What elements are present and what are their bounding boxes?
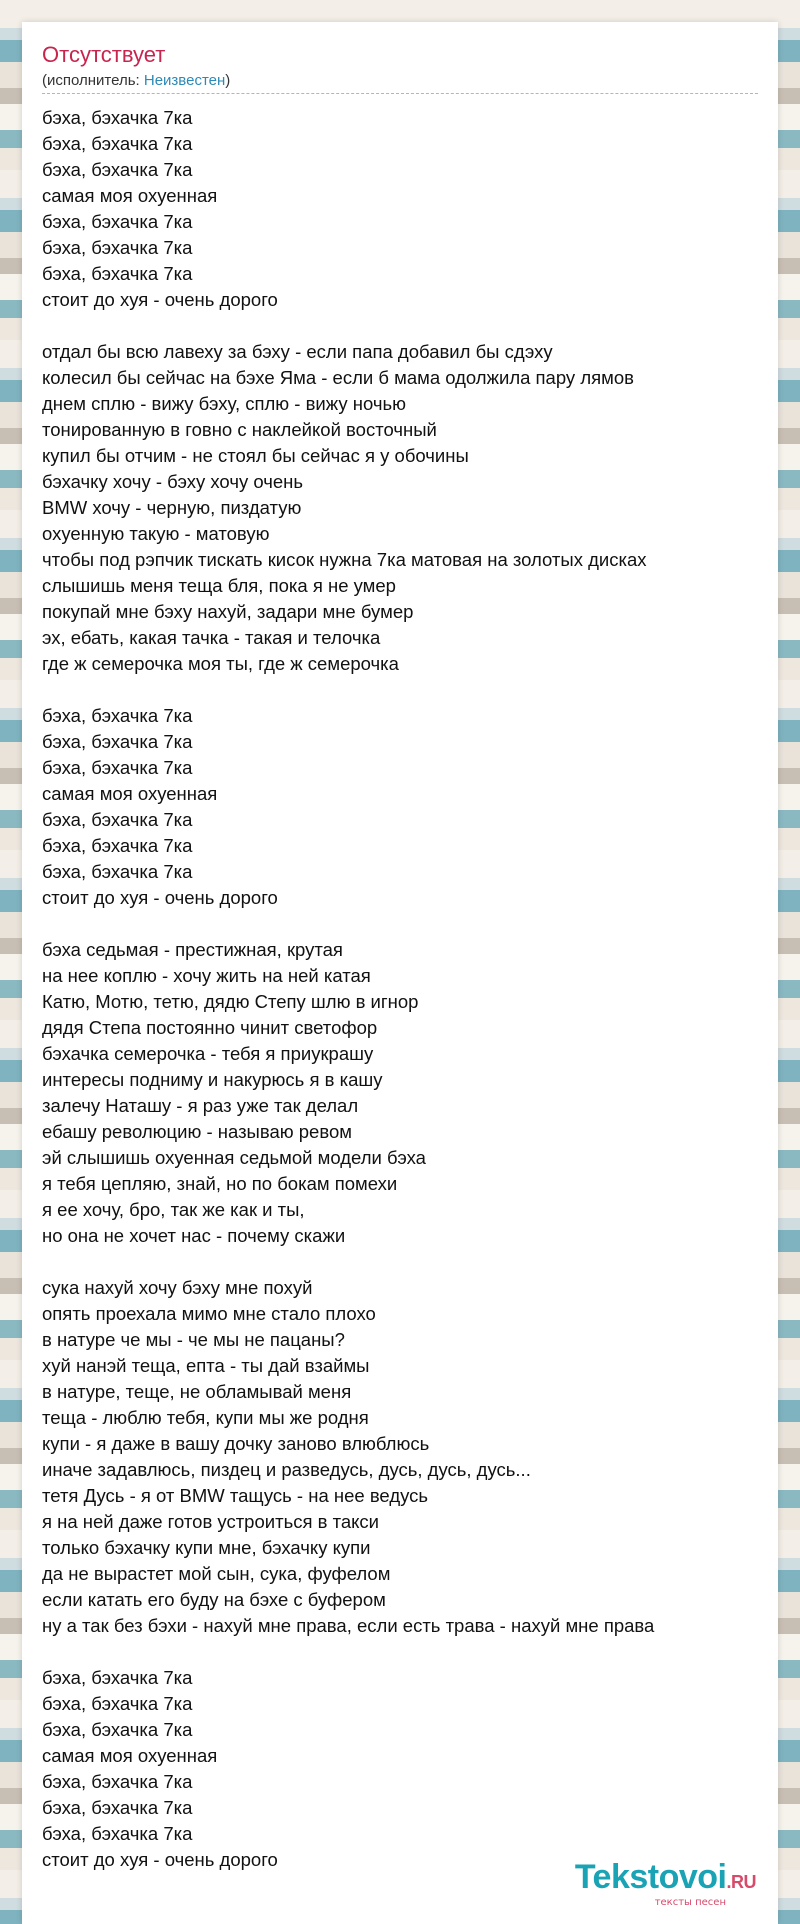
lyrics-line: где ж семерочка моя ты, где ж семерочка (42, 653, 399, 674)
song-title: Отсутствует (42, 42, 166, 67)
lyrics-line: эх, ебать, какая тачка - такая и телочка (42, 627, 381, 648)
lyrics-stanza (42, 105, 758, 313)
lyrics-line: эй слышишь охуенная седьмой модели бэха (42, 1147, 426, 1168)
lyrics-line: слышишь меня теща бля, пока я не умер (42, 575, 396, 596)
lyrics-line: я ее хочу, бро, так же как и ты, (42, 1199, 305, 1220)
lyrics-line: отдал бы всю лавеху за бэху - если папа добавил бы сдэху (42, 341, 553, 362)
lyrics-line: бэха, бэхачка 7ка (42, 107, 193, 128)
artist-prefix: (исполнитель: (42, 72, 144, 89)
lyrics-line: на нее коплю - хочу жить на ней катая (42, 965, 371, 986)
lyrics-line: хуй нанэй теща, епта - ты дай взаймы (42, 1355, 370, 1376)
artist-link[interactable]: Неизвестен (143, 72, 226, 89)
lyrics-line: залечу Наташу - я раз уже так делал (42, 1095, 359, 1116)
lyrics-line: бэха, бэхачка 7ка (42, 263, 193, 284)
logo-tagline: тексты песен (654, 1897, 726, 1908)
lyrics-line: бэха, бэхачка 7ка (42, 1823, 193, 1844)
lyrics-line: бэхачку хочу - бэху хочу очень (42, 471, 304, 492)
logo-main-text: Tekstovoi (574, 1858, 727, 1896)
lyrics-line: стоит до хуя - очень дорого (42, 289, 278, 310)
lyrics-line: только бэхачку купи мне, бэхачку купи (42, 1537, 371, 1558)
lyrics-line: опять проехала мимо мне стало плохо (42, 1303, 376, 1324)
lyrics-line: сука нахуй хочу бэху мне похуй (42, 1277, 313, 1298)
lyrics-line: охуенную такую - матовую (42, 523, 270, 544)
lyrics-stanza (42, 1665, 758, 1873)
lyrics-line: самая моя охуенная (42, 783, 218, 804)
lyrics-stanza (42, 937, 758, 1249)
artist-suffix: ) (225, 72, 231, 89)
lyrics-line: бэхачка семерочка - тебя я приукрашу (42, 1043, 374, 1064)
lyrics-line: бэха, бэхачка 7ка (42, 211, 193, 232)
lyrics-line: стоит до хуя - очень дорого (42, 1849, 278, 1870)
lyrics-line: чтобы под рэпчик тискать кисок нужна 7ка матовая на золотых дисках (42, 549, 647, 570)
artist-line (42, 72, 230, 89)
lyrics-line: Катю, Мотю, тетю, дядю Степу шлю в игнор (42, 991, 419, 1012)
lyrics-line: да не вырастет мой сын, сука, фуфелом (42, 1563, 391, 1584)
site-logo[interactable] (575, 1860, 756, 1908)
lyrics-stanza (42, 339, 758, 677)
lyrics-line: иначе задавлюсь, пиздец и разведусь, дусь, дусь, дусь... (42, 1459, 531, 1480)
lyrics-line: стоит до хуя - очень дорого (42, 887, 278, 908)
lyrics-line: тонированную в говно с наклейкой восточный (42, 419, 437, 440)
lyrics-line: бэха седьмая - престижная, крутая (42, 939, 343, 960)
lyrics-stanza (42, 703, 758, 911)
lyrics-line: колесил бы сейчас на бэхе Яма - если б мама одолжила пару лямов (42, 367, 634, 388)
lyrics-line: ну а так без бэхи - нахуй мне права, если есть трава - нахуй мне права (42, 1615, 655, 1636)
lyrics-line: самая моя охуенная (42, 185, 218, 206)
lyrics-line: купи - я даже в вашу дочку заново влюблюсь (42, 1433, 430, 1454)
logo-wordmark (575, 1860, 756, 1899)
lyrics-line: бэха, бэхачка 7ка (42, 1693, 193, 1714)
lyrics-line: в натуре че мы - че мы не пацаны? (42, 1329, 345, 1350)
lyrics-line: бэха, бэхачка 7ка (42, 809, 193, 830)
lyrics-line: бэха, бэхачка 7ка (42, 1667, 193, 1688)
lyrics-line: дядя Степа постоянно чинит светофор (42, 1017, 378, 1038)
logo-tld: .RU (726, 1872, 756, 1892)
lyrics-stanza (42, 1275, 758, 1639)
lyrics-line: бэха, бэхачка 7ка (42, 705, 193, 726)
lyrics-line: самая моя охуенная (42, 1745, 218, 1766)
lyrics-line: бэха, бэхачка 7ка (42, 1719, 193, 1740)
lyrics-line: тетя Дусь - я от BMW тащусь - на нее ведусь (42, 1485, 429, 1506)
lyrics-line: теща - люблю тебя, купи мы же родня (42, 1407, 369, 1428)
lyrics-line: бэха, бэхачка 7ка (42, 237, 193, 258)
lyrics-card (22, 22, 778, 1924)
lyrics-line: если катать его буду на бэхе с буфером (42, 1589, 386, 1610)
lyrics-line: в натуре, теще, не обламывай меня (42, 1381, 352, 1402)
lyrics-body (42, 105, 758, 1899)
lyrics-line: бэха, бэхачка 7ка (42, 757, 193, 778)
lyrics-line: бэха, бэхачка 7ка (42, 731, 193, 752)
lyrics-line: бэха, бэхачка 7ка (42, 159, 193, 180)
lyrics-line: бэха, бэхачка 7ка (42, 133, 193, 154)
lyrics-line: но она не хочет нас - почему скажи (42, 1225, 346, 1246)
lyrics-line: бэха, бэхачка 7ка (42, 835, 193, 856)
lyrics-line: бэха, бэхачка 7ка (42, 1771, 193, 1792)
lyrics-line: я на ней даже готов устроиться в такси (42, 1511, 380, 1532)
lyrics-line: BMW хочу - черную, пиздатую (42, 497, 302, 518)
lyrics-line: я тебя цепляю, знай, но по бокам помехи (42, 1173, 398, 1194)
lyrics-line: бэха, бэхачка 7ка (42, 1797, 193, 1818)
lyrics-line: бэха, бэхачка 7ка (42, 861, 193, 882)
divider (42, 93, 758, 94)
lyrics-line: интересы подниму и накурюсь я в кашу (42, 1069, 383, 1090)
lyrics-line: покупай мне бэху нахуй, задари мне бумер (42, 601, 414, 622)
lyrics-line: днем сплю - вижу бэху, сплю - вижу ночью (42, 393, 406, 414)
lyrics-line: купил бы отчим - не стоял бы сейчас я у обочины (42, 445, 469, 466)
lyrics-line: ебашу революцию - называю ревом (42, 1121, 352, 1142)
